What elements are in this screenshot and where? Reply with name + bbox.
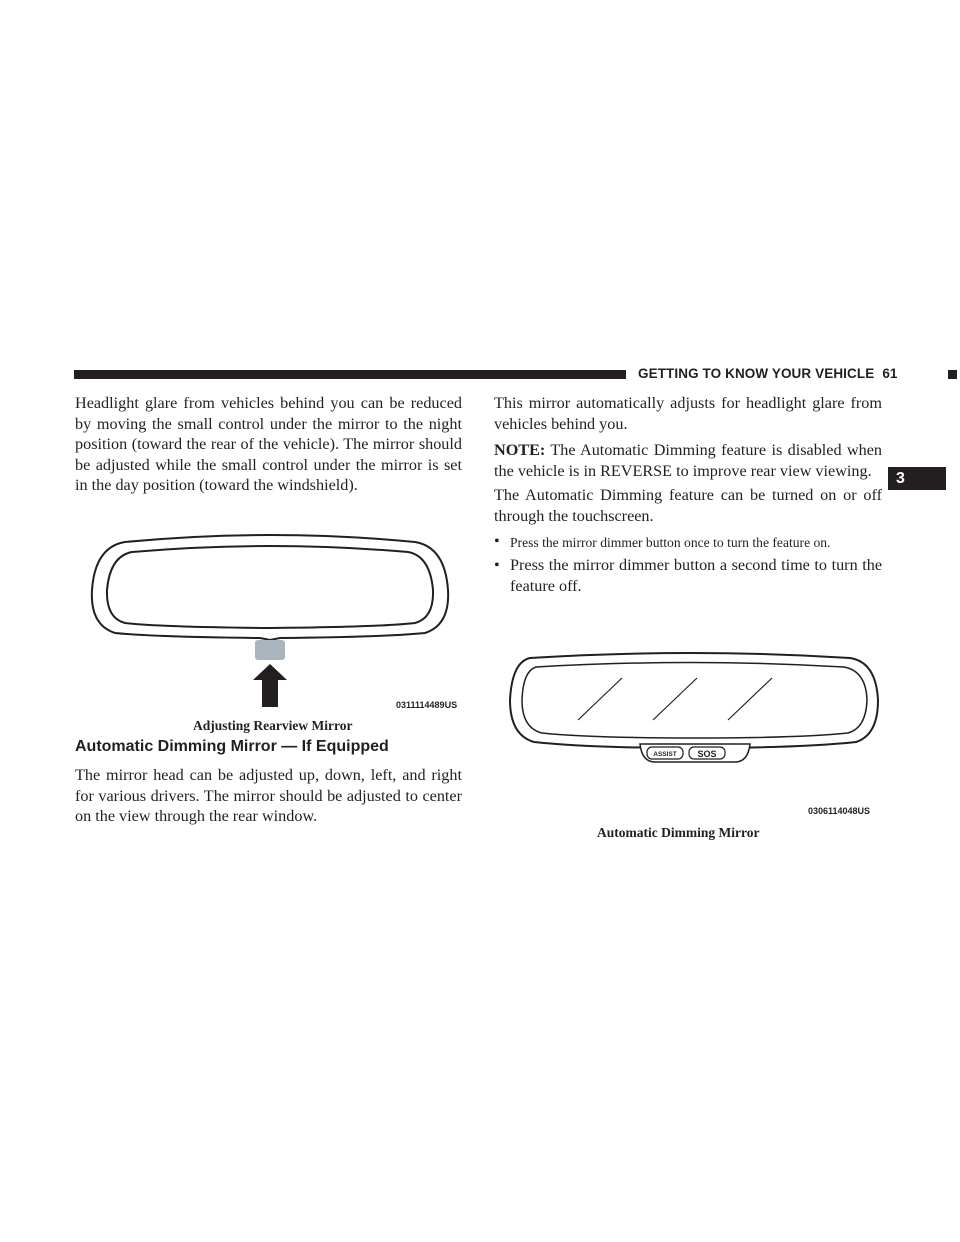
bullet-item: Press the mirror dimmer button once to turn the feature on. — [510, 535, 831, 550]
bullet-marker: • — [494, 532, 500, 550]
bullet-item: Press the mirror dimmer button a second time to turn the feature off. — [510, 556, 882, 595]
mirror-glass — [522, 663, 867, 739]
mirror-adjust-paragraph: The mirror head can be adjusted up, down, left, and right for various drivers. The mirror should be adjusted to center on the view through the rear window. — [75, 766, 462, 825]
figure1-caption: Adjusting Rearview Mirror — [193, 718, 353, 733]
direction-arrow — [253, 664, 287, 707]
section-heading: Automatic Dimming Mirror — If Equipped — [75, 738, 389, 755]
page-number: 61 — [882, 366, 898, 381]
rearview-mirror-figure — [80, 530, 460, 710]
figure1-id: 0311114489US — [396, 700, 458, 710]
header-rule — [74, 370, 626, 379]
note-label: NOTE: — [494, 441, 546, 459]
running-header — [638, 366, 898, 381]
chapter-tab[interactable]: 3 — [888, 467, 946, 490]
auto-dimming-mirror-figure — [500, 650, 890, 770]
note-text: The Automatic Dimming feature is disabled when the vehicle is in REVERSE to improve rear view viewing. — [494, 441, 883, 480]
touchscreen-paragraph: The Automatic Dimming feature can be turned on or off through the touchscreen. — [494, 486, 882, 525]
night-control-tab — [255, 640, 285, 660]
auto-dimming-paragraph: This mirror automatically adjusts for headlight glare from vehicles behind you. — [494, 394, 882, 433]
assist-label: ASSIST — [653, 751, 677, 758]
intro-paragraph: Headlight glare from vehicles behind you can be reduced by moving the small control under the mirror to the night position (toward the rear of the vehicle). The mirror should be adjusted while the small control under the mirror is set in the day position (toward the windshield). — [75, 394, 462, 494]
bullet-marker: • — [494, 556, 500, 574]
sos-label: SOS — [697, 749, 717, 759]
mirror-glass — [107, 546, 433, 628]
section-title: GETTING TO KNOW YOUR VEHICLE — [638, 366, 875, 381]
figure2-caption: Automatic Dimming Mirror — [597, 825, 760, 840]
note-paragraph — [494, 440, 882, 481]
figure2-id: 0306114048US — [808, 806, 871, 816]
header-end-mark — [948, 370, 957, 379]
